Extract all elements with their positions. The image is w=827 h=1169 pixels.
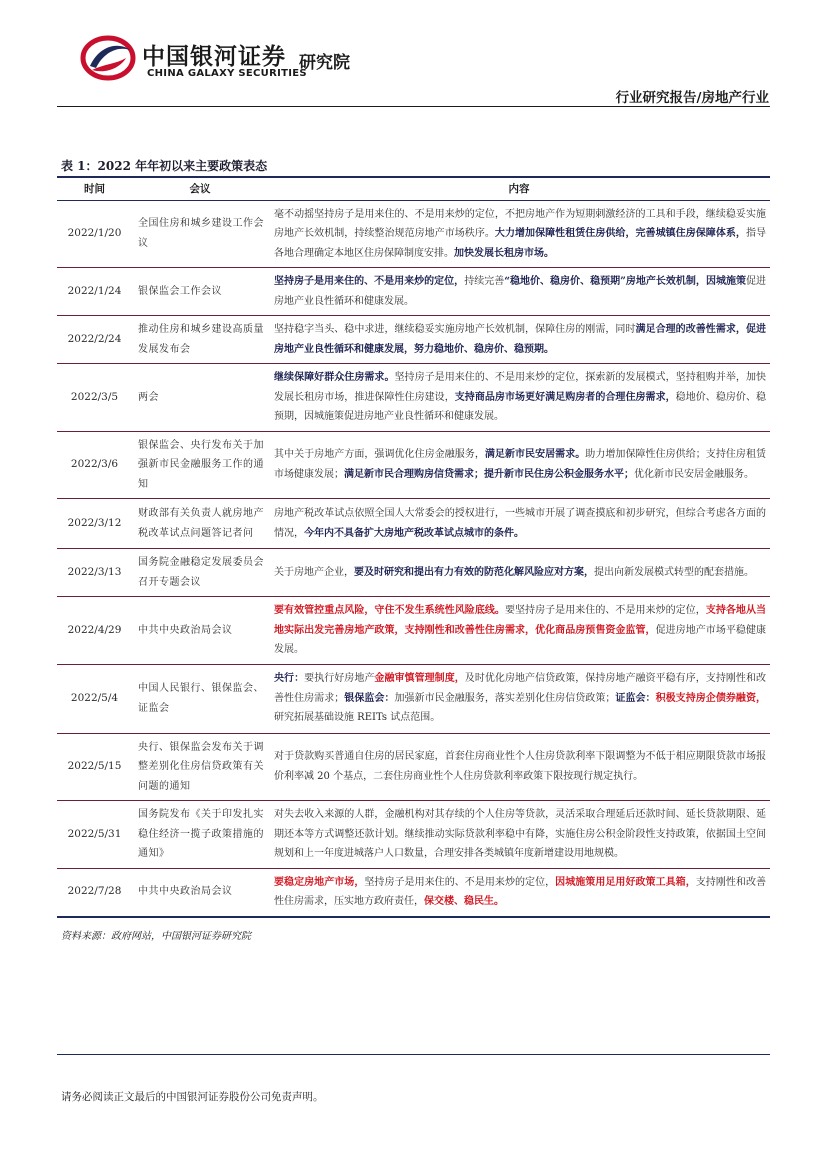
content-text: 研究拓展基础设施 REITs 试点范围。 (274, 712, 441, 724)
cell-date: 2022/7/28 (57, 868, 132, 917)
cell-date: 2022/3/12 (57, 499, 132, 549)
content-text: 促进房地产业良性循环和健康发展。 (274, 276, 767, 307)
content-text: 坚持稳字当头、稳中求进，继续稳妥实施房地产长效机制，保障住房的刚需，同时 (274, 324, 636, 335)
content-text: 促进房地产市场平稳健康发展。 (274, 624, 767, 655)
content-text: 要坚持房子是用来住的、不是用来炒的定位， (504, 605, 706, 616)
table-row (57, 431, 770, 499)
column-header-meeting: 会议 (132, 177, 268, 200)
content-text: 房地产税改革试点依照全国人大常委会的授权进行，一些城市开展了调查摸底和初步研究，但综合考虑各方面的情况， (274, 508, 766, 539)
brand-name-en: CHINA GALAXY SECURITIES (147, 68, 307, 79)
brand-name-cn: 中国银河证券 (142, 44, 286, 70)
cell-meeting: 国务院金融稳定发展委员会召开专题会议 (132, 549, 268, 597)
cell-date: 2022/3/5 (57, 364, 132, 432)
cell-content (268, 200, 770, 268)
content-highlight-bold: 满足新市民合理购房信贷需求；提升新市民住房公积金服务水平； (344, 468, 634, 480)
content-text: 对失去收入来源的人群，金融机构对其存续的个人住房等贷款，灵活采取合理延后还款时间、延长贷款期限、延期还本等方式调整还款计划。继续推动实际贷款利率稳中有降，实施住房公积金阶段性支持政策，依据国土空间规划和上一年度进城落户人口数量，合理安排各类城镇年度新增建设用地规模。 (274, 809, 766, 859)
cell-content (268, 364, 770, 432)
table-row (57, 364, 770, 432)
content-highlight-red: 保交楼、稳民生。 (424, 896, 504, 907)
content-text: 坚持房子是用来住的、不是用来炒的定位， (364, 876, 556, 888)
policy-table (57, 176, 770, 918)
cell-content (268, 733, 770, 801)
content-text: 要执行好房地产 (304, 673, 375, 685)
cell-meeting: 央行、银保监会发布关于调整差别化住房信贷政策有关问题的通知 (132, 733, 268, 801)
cell-content (268, 549, 770, 597)
content-text: 关于房地产企业， (274, 566, 354, 578)
cell-content (268, 316, 770, 364)
cell-content (268, 597, 770, 665)
cell-date: 2022/1/24 (57, 268, 132, 316)
table-row (57, 268, 770, 316)
disclaimer: 请务必阅读正文最后的中国银河证券股份公司免责声明。 (61, 1091, 324, 1103)
content-highlight-bold: 大力增加保障性租赁住房供给，完善城镇住房保障体系， (494, 228, 746, 239)
cell-meeting: 全国住房和城乡建设工作会议 (132, 200, 268, 268)
content-highlight-bold: 今年内不具备扩大房地产税改革试点城市的条件。 (304, 527, 524, 539)
column-header-date: 时间 (57, 177, 132, 200)
content-text: 坚持房子是用来住的、不是用来炒的定位，探索新的发展模式，坚持租购并举，加快发展长租房市场，推进保障性住房建设， (274, 372, 766, 403)
content-text: 提出向新发展模式转型的配套措施。 (594, 566, 754, 578)
cell-date: 2022/3/6 (57, 431, 132, 499)
table-row (57, 499, 770, 549)
cell-meeting: 银保监会工作会议 (132, 268, 268, 316)
table-row (57, 549, 770, 597)
content-text: 其中关于房地产方面，强调优化住房金融服务， (274, 449, 485, 461)
content-highlight-bold: 加快发展长租房市场。 (454, 247, 554, 259)
content-text: 稳地价、稳房价、稳预期，因城施策促进房地产业良性循环和健康发展。 (274, 391, 767, 422)
cell-date: 2022/2/24 (57, 316, 132, 364)
content-text: 助力增加保障性住房供给；支持住房租赁市场健康发展； (274, 449, 767, 480)
content-highlight-bold: 继续保障好群众住房需求。 (274, 372, 395, 383)
cell-date: 2022/1/20 (57, 200, 132, 268)
cell-content (268, 499, 770, 549)
cell-meeting: 中国人民银行、银保监会、证监会 (132, 664, 268, 733)
report-type: 行业研究报告/房地产行业 (615, 90, 769, 106)
content-highlight-bold: 支持商品房市场更好满足购房者的合理住房需求， (454, 391, 676, 403)
content-highlight-red: 金融审慎管理制度， (374, 673, 465, 685)
cell-meeting: 中共中央政治局会议 (132, 597, 268, 665)
content-highlight-bold: 证监会： (615, 692, 656, 704)
content-text: 毫不动摇坚持房子是用来住的、不是用来炒的定位，不把房地产作为短期刺激经济的工具和手段，继续稳妥实施房地产长效机制，持续整治规范房地产市场秩序。 (274, 208, 766, 239)
cell-meeting: 两会 (132, 364, 268, 432)
cell-content (268, 268, 770, 316)
footer-divider (57, 1054, 770, 1055)
table-body (57, 200, 770, 917)
content-highlight-bold: 满足新市民安居需求。 (484, 449, 586, 461)
cell-date: 2022/3/13 (57, 549, 132, 597)
source-note: 资料来源：政府网站，中国银河证券研究院 (61, 931, 251, 942)
content-text: 及时优化房地产信贷政策，保持房地产融资平稳有序，支持刚性和改善性住房需求； (274, 673, 767, 704)
content-text: 持续完善 (464, 276, 505, 287)
content-highlight-red: 因城施策用足用好政策工具箱， (555, 876, 696, 888)
table-title: 表 1：2022 年年初以来主要政策表态 (61, 159, 268, 173)
table-header-row (57, 177, 770, 200)
cell-date: 2022/5/31 (57, 801, 132, 869)
cell-date: 2022/5/15 (57, 733, 132, 801)
table-row (57, 316, 770, 364)
content-text: 加强新市民金融服务，落实差别化住房信贷政策； (394, 692, 616, 704)
brand-subtitle: 研究院 (299, 53, 350, 73)
cell-meeting: 银保监会、央行发布关于加强新市民金融服务工作的通知 (132, 431, 268, 499)
table-row (57, 200, 770, 268)
content-highlight-bold: 满足合理的改善性需求，促进房地产业良性循环和健康发展，努力稳地价、稳房价、稳预期。 (274, 324, 767, 355)
content-text: 优化新市民安居金融服务。 (634, 468, 754, 480)
content-highlight-red: 支持各地从当地实际出发完善房地产政策，支持刚性和改善性住房需求，优化商品房预售资金监管， (274, 605, 767, 636)
cell-content (268, 431, 770, 499)
cell-date: 2022/5/4 (57, 664, 132, 733)
content-highlight-bold: 要及时研究和提出有力有效的防范化解风险应对方案， (354, 566, 594, 578)
table-row (57, 597, 770, 665)
page-header (0, 0, 827, 110)
content-text: 支持刚性和改善性住房需求，压实地方政府责任， (274, 876, 767, 907)
content-text: 指导各地合理确定本地区住房保障制度安排。 (274, 228, 767, 259)
cell-meeting: 财政部有关负责人就房地产税改革试点问题答记者问 (132, 499, 268, 549)
column-header-content: 内容 (268, 177, 770, 200)
cell-meeting: 国务院发布《关于印发扎实稳住经济一揽子政策措施的通知》 (132, 801, 268, 869)
galaxy-logo-icon (80, 34, 136, 82)
table-row (57, 801, 770, 869)
content-highlight-bold: 央行： (274, 673, 305, 685)
content-highlight-bold: “稳地价、稳房价、稳预期”房地产长效机制，因城施策 (504, 276, 746, 287)
cell-content (268, 801, 770, 869)
header-divider (57, 106, 770, 107)
content-highlight-red: 积极支持房企债券融资， (655, 692, 767, 704)
table-row (57, 868, 770, 917)
cell-meeting: 推动住房和城乡建设高质量发展发布会 (132, 316, 268, 364)
content-highlight-bold: 坚持房子是用来住的、不是用来炒的定位， (274, 276, 465, 287)
content-highlight-red: 要稳定房地产市场， (274, 876, 365, 888)
table-row (57, 733, 770, 801)
table-row (57, 664, 770, 733)
cell-meeting: 中共中央政治局会议 (132, 868, 268, 917)
cell-content (268, 664, 770, 733)
content-highlight-red: 要有效管控重点风险，守住不发生系统性风险底线。 (274, 605, 505, 616)
cell-content (268, 868, 770, 917)
content-highlight-bold: 银保监会： (344, 692, 395, 704)
content-text: 对于贷款购买普通自住房的居民家庭，首套住房商业性个人住房贷款利率下限调整为不低于相应期限贷款市场报价利率减 20 个基点，二套住房商业性个人住房贷款利率政策下限按现行规定执行。 (274, 751, 766, 782)
cell-date: 2022/4/29 (57, 597, 132, 665)
